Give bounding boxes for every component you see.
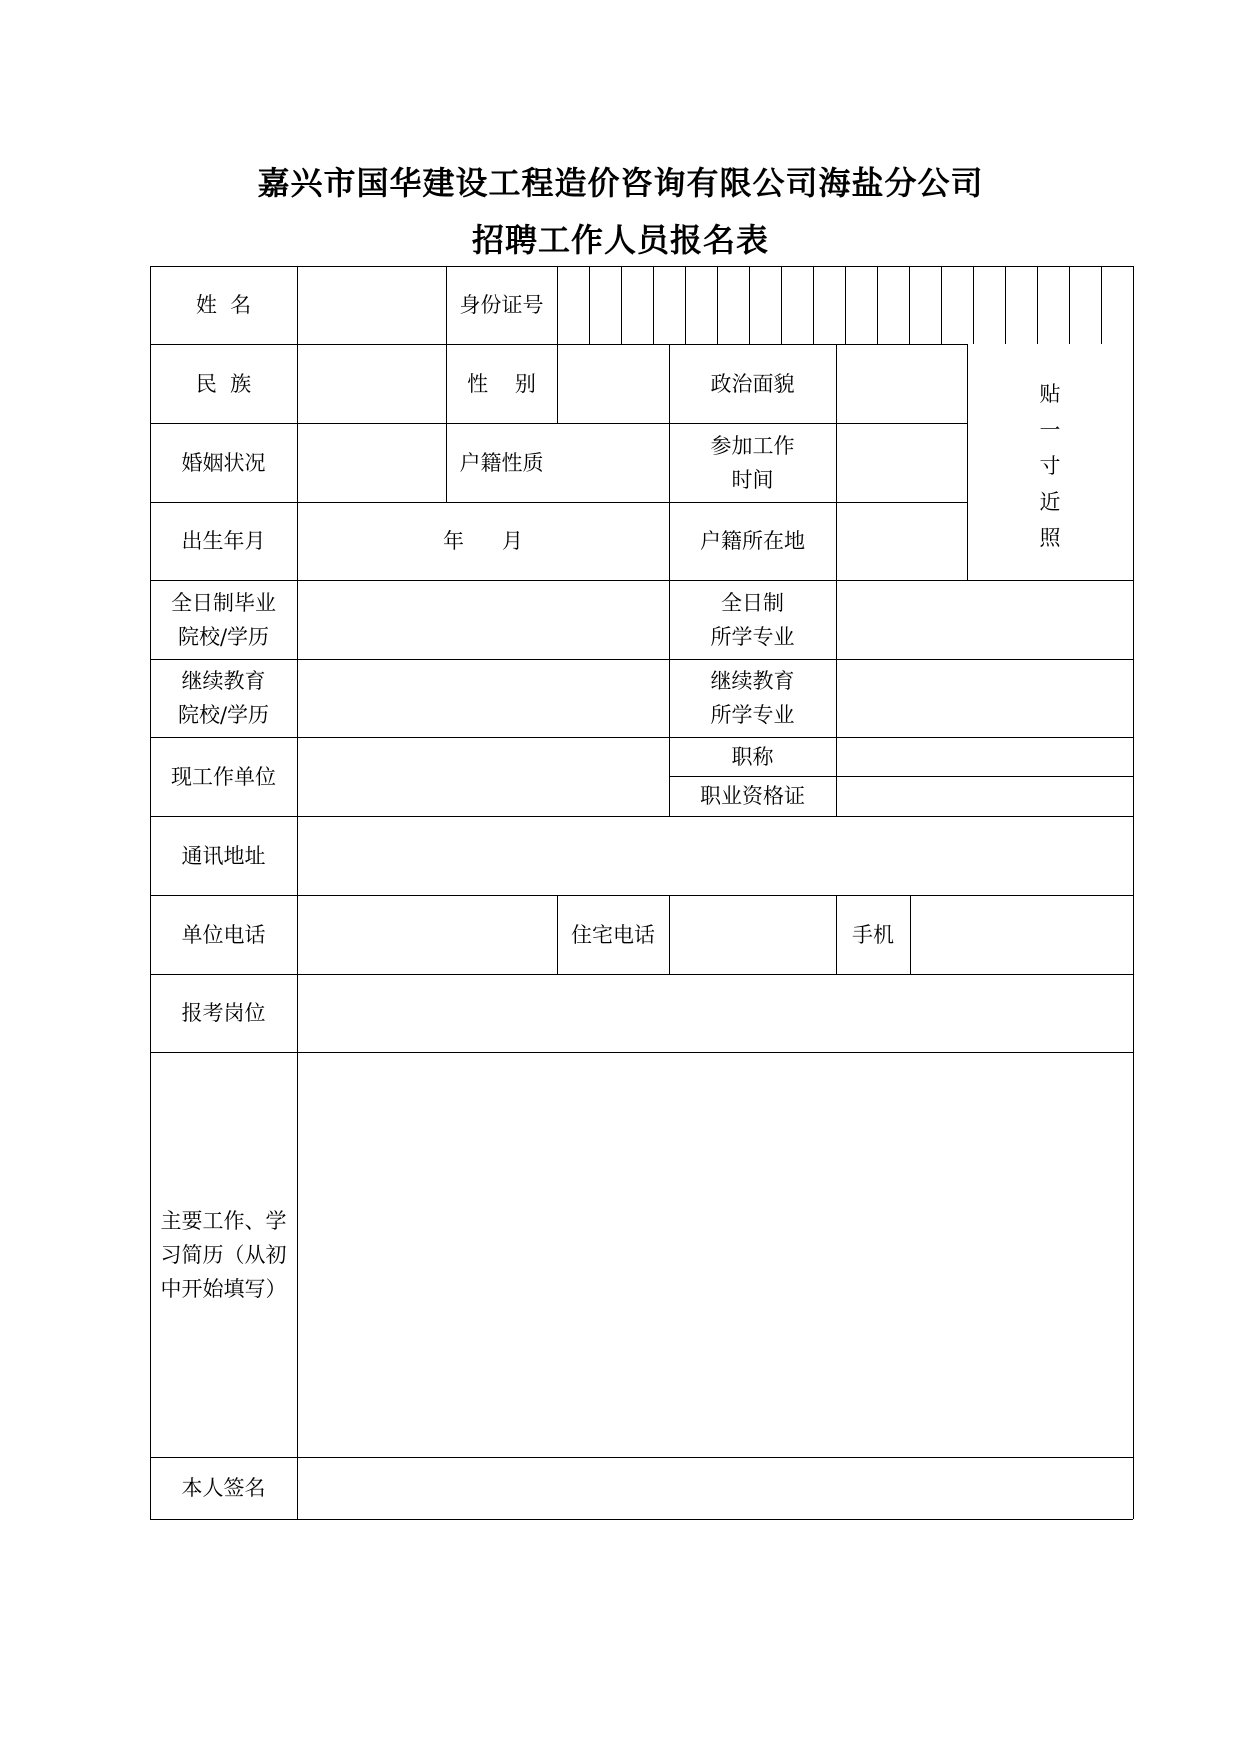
fulltime-major-label: 全日制 所学专业 bbox=[710, 590, 795, 649]
grid-line bbox=[1101, 266, 1102, 344]
fulltime-school-label: 全日制毕业 院校/学历 bbox=[171, 590, 276, 649]
grid-line bbox=[781, 266, 782, 344]
address-label: 通讯地址 bbox=[181, 843, 266, 868]
photo-char: 贴 bbox=[1039, 382, 1061, 406]
birth-date-label: 出生年月 bbox=[181, 529, 266, 553]
ethnicity-label: 民 族 bbox=[195, 371, 252, 396]
signature-label: 本人签名 bbox=[181, 1476, 266, 1500]
grid-line bbox=[910, 895, 911, 974]
grid-line bbox=[685, 266, 686, 344]
grid-line bbox=[589, 266, 590, 344]
birth-month-label: 月 bbox=[502, 529, 523, 553]
grid-line bbox=[669, 895, 670, 974]
resume-field[interactable] bbox=[297, 1052, 1133, 1457]
grid-line bbox=[1037, 266, 1038, 344]
name-field[interactable] bbox=[297, 266, 446, 344]
grid-line bbox=[653, 266, 654, 344]
photo-char: 一 bbox=[1039, 418, 1061, 442]
photo-char: 寸 bbox=[1039, 454, 1061, 478]
address-field[interactable] bbox=[297, 816, 1133, 895]
photo-char: 照 bbox=[1039, 526, 1061, 550]
work-start-label: 参加工作 时间 bbox=[710, 433, 795, 492]
grid-line bbox=[1069, 266, 1070, 344]
grid-line bbox=[941, 266, 942, 344]
position-label: 报考岗位 bbox=[181, 1001, 266, 1025]
name-label: 姓 名 bbox=[195, 293, 252, 317]
birth-date-field[interactable] bbox=[297, 502, 669, 580]
grid-line bbox=[1133, 266, 1134, 1519]
form-title-line2: 招聘工作人员报名表 bbox=[471, 221, 769, 259]
photo-placeholder[interactable] bbox=[967, 376, 1133, 556]
household-type-label: 户籍性质 bbox=[459, 450, 544, 475]
work-phone-label: 单位电话 bbox=[181, 922, 266, 947]
qualification-label: 职业资格证 bbox=[700, 784, 805, 808]
grid-line bbox=[150, 1519, 1133, 1520]
current-employer-label: 现工作单位 bbox=[171, 764, 276, 789]
grid-line bbox=[621, 266, 622, 344]
signature-field[interactable] bbox=[297, 1457, 1133, 1519]
grid-line bbox=[749, 266, 750, 344]
grid-line bbox=[845, 266, 846, 344]
political-status-label: 政治面貌 bbox=[710, 371, 795, 396]
household-location-label: 户籍所在地 bbox=[700, 529, 805, 553]
grid-line bbox=[813, 266, 814, 344]
form-title-line1: 嘉兴市国华建设工程造价咨询有限公司海盐分公司 bbox=[257, 164, 984, 202]
resume-label: 主要工作、学 习简历（从初 中开始填写） bbox=[160, 1208, 287, 1301]
gender-label: 性 别 bbox=[467, 371, 536, 396]
continuing-major-label: 继续教育 所学专业 bbox=[710, 669, 795, 727]
grid-line bbox=[717, 266, 718, 344]
job-title-label: 职称 bbox=[731, 744, 774, 769]
grid-line bbox=[1005, 266, 1006, 344]
position-field[interactable] bbox=[297, 974, 1133, 1052]
photo-char: 近 bbox=[1039, 490, 1061, 514]
id-number-label: 身份证号 bbox=[459, 293, 544, 317]
birth-year-label: 年 bbox=[443, 529, 464, 553]
grid-line bbox=[909, 266, 910, 344]
grid-line bbox=[836, 344, 837, 816]
grid-line bbox=[973, 266, 974, 344]
continuing-school-label: 继续教育 院校/学历 bbox=[177, 669, 270, 727]
mobile-label: 手机 bbox=[852, 922, 894, 947]
home-phone-label: 住宅电话 bbox=[571, 922, 655, 947]
grid-line bbox=[557, 266, 558, 423]
grid-line bbox=[877, 266, 878, 344]
marital-status-label: 婚姻状况 bbox=[181, 450, 266, 475]
